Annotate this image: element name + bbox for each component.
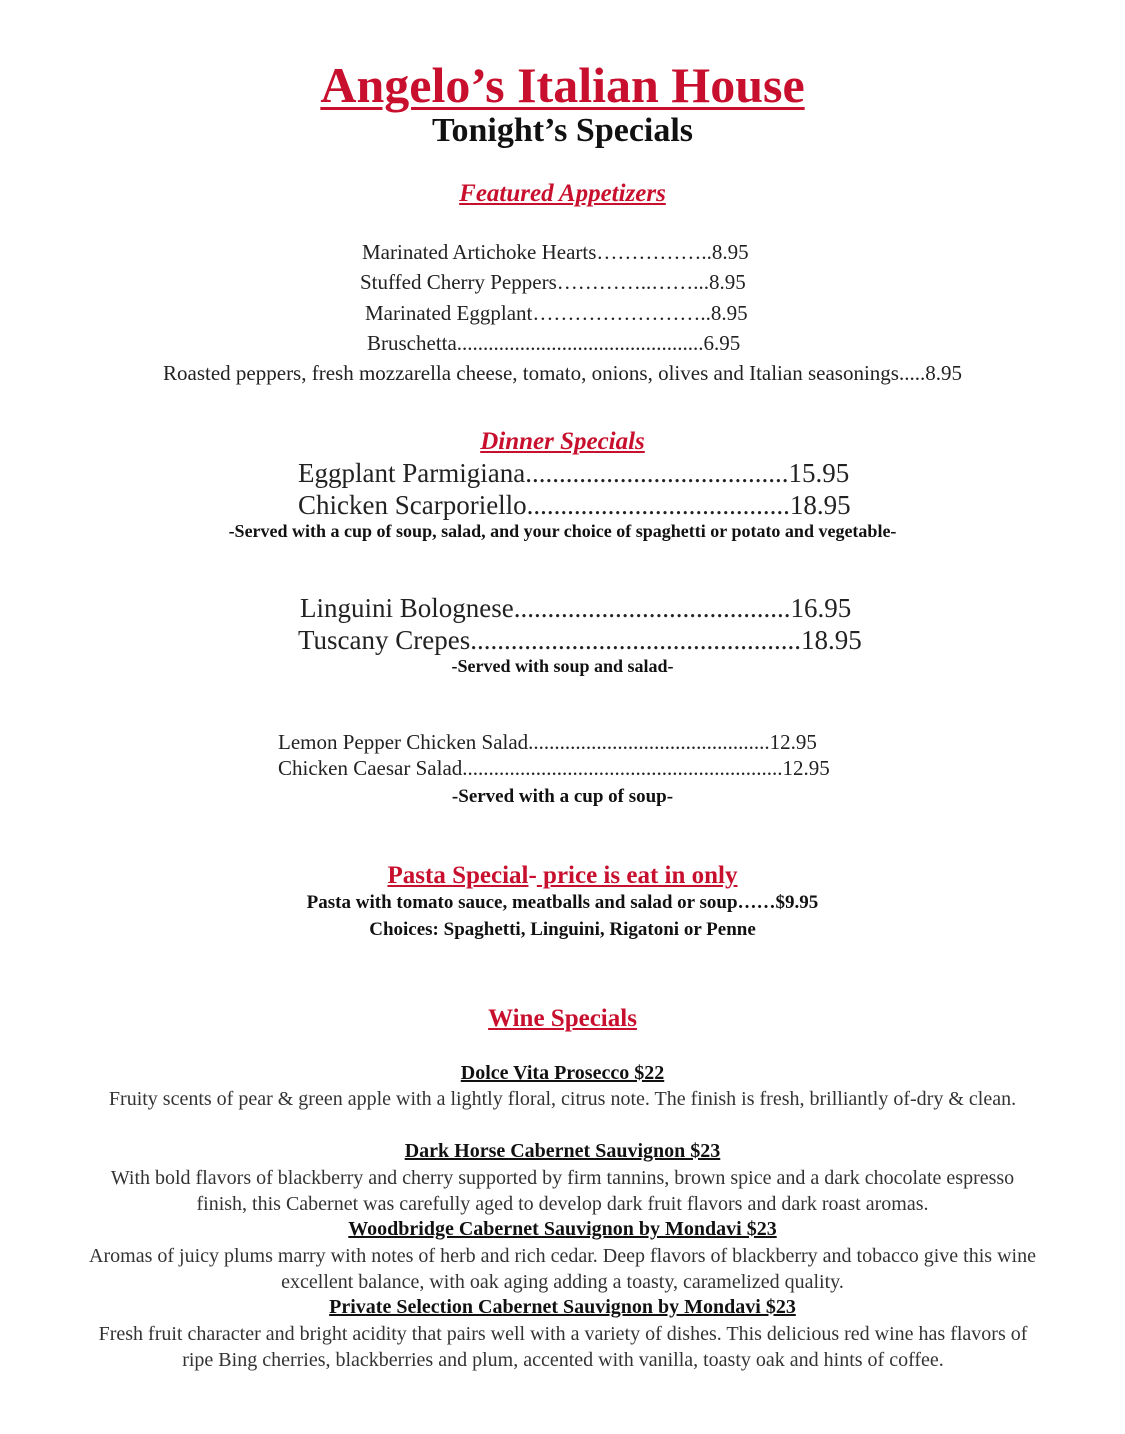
pasta-description: Pasta with tomato sauce, meatballs and salad or soup……$9.95 [306, 892, 819, 913]
wine-description: Aromas of juicy plums marry with notes of herb and rich cedar. Deep flavors of blackberry and tobacco give this wine excellent balance, with oak aging adding a toasty, caramelized quality. [89, 1245, 1036, 1293]
pasta-heading [0, 862, 1125, 890]
wine-description: Fresh fruit character and bright acidity that pairs well with a variety of dishes. This delicious red wine has flavors of ripe Bing cherries, blackberries and plum, accented with vanilla, toasty oak and hints of coffee. [98, 1323, 1028, 1371]
wine-heading: Wine Specials [488, 1005, 637, 1032]
dinner-note: -Served with a cup of soup- [451, 786, 674, 807]
dinner-note: -Served with soup and salad- [451, 656, 674, 676]
appetizer-item: Bruschetta...............................................6.95 [367, 331, 741, 355]
dinner-item: Lemon Pepper Chicken Salad..............................................12.95 [278, 730, 817, 754]
dinner-item: Chicken Scarporiello.......................................18.95 [298, 490, 851, 520]
pasta-heading-main: Pasta Special [387, 862, 529, 889]
dinner-item: Chicken Caesar Salad.............................................................12.95 [278, 756, 830, 780]
appetizer-item-description: Roasted peppers, fresh mozzarella cheese, tomato, onions, olives and Italian seasonings.....8.95 [163, 361, 962, 385]
appetizers-heading: Featured Appetizers [459, 180, 666, 207]
wine-description: With bold flavors of blackberry and cherry supported by firm tannins, brown spice and a dark chocolate espresso finish, this Cabernet was carefully aged to develop dark fruit flavors and dark roast aromas. [110, 1167, 1015, 1215]
wine-description: Fruity scents of pear & green apple with a lightly floral, citrus note. The finish is fresh, brilliantly of-dry & clean. [108, 1088, 1017, 1110]
dinner-note: -Served with a cup of soup, salad, and your choice of spaghetti or potato and vegetable- [228, 521, 897, 541]
appetizer-item: Stuffed Cherry Peppers…………..……...8.95 [360, 270, 746, 294]
dinner-item: Tuscany Crepes.................................................18.95 [298, 625, 862, 655]
dinner-item: Eggplant Parmigiana.......................................15.95 [298, 458, 850, 488]
appetizer-item: Marinated Artichoke Hearts……………..8.95 [362, 240, 749, 264]
wine-name: Dark Horse Cabernet Sauvignon $23 [404, 1140, 721, 1162]
pasta-heading-sep: - [528, 862, 537, 889]
pasta-choices: Choices: Spaghetti, Linguini, Rigatoni or Penne [369, 919, 756, 940]
wine-name: Dolce Vita Prosecco $22 [460, 1062, 665, 1084]
restaurant-title: Angelo’s Italian House [320, 57, 805, 113]
dinner-heading: Dinner Specials [480, 428, 645, 455]
dinner-item: Linguini Bolognese.........................................16.95 [300, 593, 852, 623]
appetizer-item: Marinated Eggplant……………………..8.95 [365, 301, 748, 325]
wine-name: Woodbridge Cabernet Sauvignon by Mondavi $23 [348, 1218, 777, 1240]
pasta-heading-sub: price is eat in only [536, 862, 738, 889]
wine-name: Private Selection Cabernet Sauvignon by Mondavi $23 [329, 1296, 796, 1318]
page-subtitle: Tonight’s Specials [431, 112, 694, 149]
